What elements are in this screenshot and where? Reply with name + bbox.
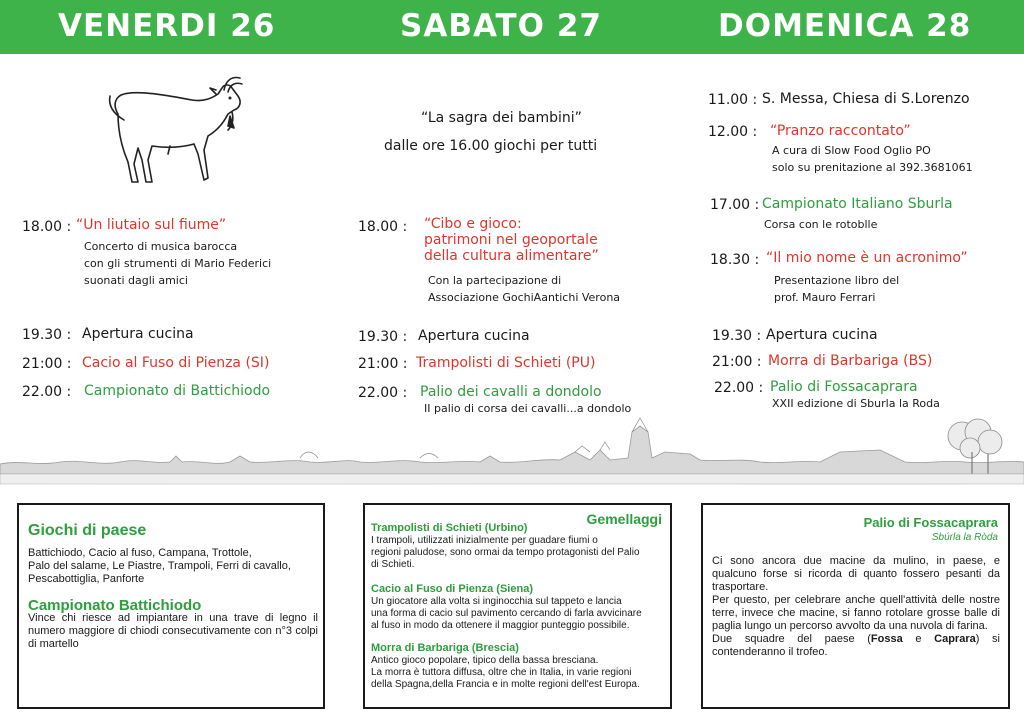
sun-event3-time: 17.00 : — [710, 197, 760, 213]
twinning-s1-title: Trampolisti di Schieti (Urbino) — [371, 522, 528, 534]
sun-event2-time: 12.00 : — [708, 124, 758, 140]
twinning-box-title: Gemellaggi — [586, 511, 662, 527]
games-box-title: Giochi di paese — [28, 522, 147, 539]
palio-text: Ci sono ancora due macine da mulino, in paese, e qualcuno forse si ricorda di quanto fossero pesanti da trasportare. Per questo, per celebrare anche quell'attività delle nostre terre, invece che macine, si fanno rotolare grosse balle di paglia lungo un percorso avvolto da una nuvola di farina. Due squadre del paese (Fossa e Caprara) si contenderanno il trofeo. — [712, 555, 1001, 658]
sun-event2-desc: A cura di Slow Food Oglio PO solo su prenitazione al 392.3681061 — [772, 144, 973, 174]
village-skyline-illustration — [0, 412, 1024, 496]
sun-event3-desc: Corsa con le rotoblle — [764, 218, 878, 231]
sun-event7-title: Palio di Fossacaprara — [770, 379, 918, 395]
sun-event4-time: 18.30 : — [710, 252, 760, 268]
battichiodo-text: Vince chi riesce ad impiantare in una trave di legno il numero maggiore di chiodi consecutivamente con n°3 colpi di martello — [28, 612, 318, 650]
sun-event3-title: Campionato Italiano Sburla — [762, 196, 953, 212]
games-list: Battichiodo, Cacio al fuso, Campana, Trottole, Palo del salame, Le Piastre, Trampoli, Ferri di cavallo, Pescabottiglia, Panforte — [28, 547, 291, 585]
sun-event7-time: 22.00 : — [714, 380, 764, 396]
fri-event3-title: Cacio al Fuso di Pienza (SI) — [82, 355, 270, 371]
sat-event4-title: Palio dei cavalli a dondolo — [420, 384, 602, 400]
sun-event7-desc: XXII edizione di Sburla la Roda — [772, 397, 940, 410]
day-heading-friday: VENERDI 26 — [58, 8, 276, 44]
sun-event4-title: “Il mio nome è un acronimo” — [766, 250, 968, 266]
twinning-s3-title: Morra di Barbariga (Brescia) — [371, 642, 519, 654]
sun-event2-title: “Pranzo raccontato” — [770, 123, 911, 139]
sat-event2-title: Apertura cucina — [418, 328, 530, 344]
sat-event4-time: 22.00 : — [358, 385, 408, 401]
sun-event6-time: 21:00 : — [712, 354, 762, 370]
sat-intro-title: “La sagra dei bambini” — [421, 110, 582, 126]
twinning-s3-text: Antico gioco popolare, tipico della bassa bresciana. La morra è tuttora diffusa, oltre che in Italia, in varie regioni della Spagna,della Francia e in molte regioni dell'est Europa. — [371, 655, 640, 690]
twinning-box — [363, 503, 672, 709]
sun-event6-title: Morra di Barbariga (BS) — [768, 353, 933, 369]
fri-event4-title: Campionato di Battichiodo — [84, 383, 271, 399]
palio-box-title: Palio di Fossacaprara — [863, 515, 998, 530]
sun-event1-time: 11.00 : — [708, 92, 758, 108]
palio-box-subtitle: Sbúrla la Ròda — [931, 532, 998, 543]
sun-event5-title: Apertura cucina — [766, 327, 878, 343]
fri-event2-time: 19.30 : — [22, 327, 72, 343]
fri-event1-time: 18.00 : — [22, 219, 72, 235]
sat-intro-subtitle: dalle ore 16.00 giochi per tutti — [384, 138, 598, 154]
fri-event2-title: Apertura cucina — [82, 326, 194, 342]
twinning-s1-text: I trampoli, utilizzati inizialmente per guadare fiumi o regioni paludose, sono ormai da tempo protagonisti del Palio di Schieti. — [371, 535, 640, 570]
day-heading-sunday: DOMENICA 28 — [718, 8, 972, 44]
sat-event1-desc: Con la partecipazione di Associazione GochiAantichi Verona — [428, 274, 621, 304]
sun-event5-time: 19.30 : — [712, 328, 762, 344]
palio-box — [701, 503, 1010, 709]
sat-event1-time: 18.00 : — [358, 219, 408, 235]
twinning-s2-title: Cacio al Fuso di Pienza (Siena) — [371, 583, 533, 595]
fri-event3-time: 21:00 : — [22, 356, 72, 372]
sat-event3-title: Trampolisti di Schieti (PU) — [416, 355, 596, 371]
sun-event1-title: S. Messa, Chiesa di S.Lorenzo — [762, 91, 970, 107]
sat-event2-time: 19.30 : — [358, 329, 408, 345]
goat-illustration — [100, 74, 250, 192]
fri-event1-title: “Un liutaio sul fiume” — [76, 217, 227, 233]
sun-event4-desc: Presentazione libro del prof. Mauro Ferrari — [774, 274, 900, 304]
day-heading-saturday: SABATO 27 — [400, 8, 602, 44]
sat-event4-desc: II palio di corsa dei cavalli...a dondolo — [424, 402, 632, 415]
games-box — [17, 503, 325, 709]
sat-event1-title: “Cibo e gioco: patrimoni nel geoportale della cultura alimentare” — [424, 216, 599, 264]
fri-event4-time: 22.00 : — [22, 384, 72, 400]
battichiodo-subtitle: Campionato Battichiodo — [28, 597, 202, 614]
sat-event3-time: 21:00 : — [358, 356, 408, 372]
fri-event1-desc: Concerto di musica barocca con gli strumenti di Mario Federici suonati dagli amici — [84, 240, 272, 287]
twinning-s2-text: Un giocatore alla volta si inginocchia sul tappeto e lancia una forma di cacio sul pavimento cercando di farla avvicinare al fuso in modo da ottenere il maggior punteggio possibile. — [371, 596, 642, 631]
